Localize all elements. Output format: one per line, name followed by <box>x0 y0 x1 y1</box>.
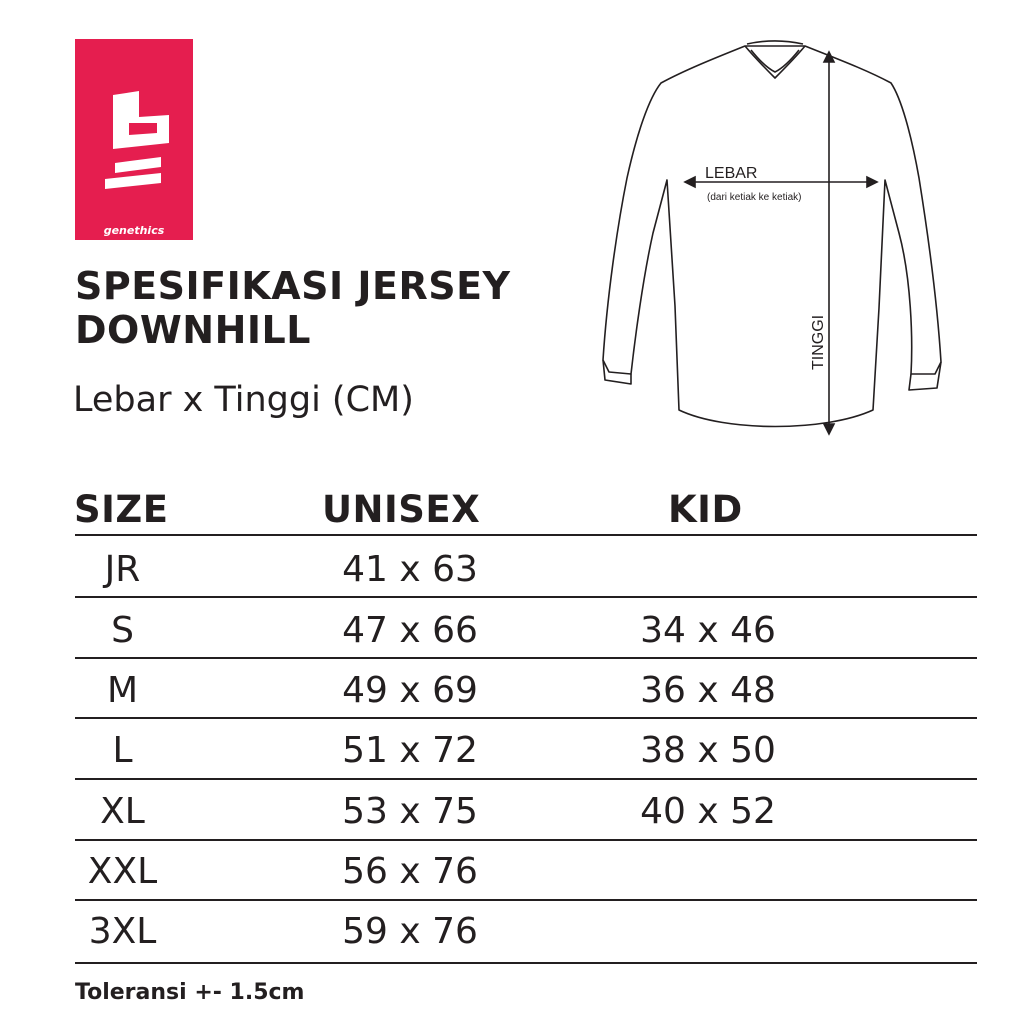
size-cell: 3XL <box>88 911 157 952</box>
tolerance-note: Toleransi +- 1.5cm <box>75 980 305 1005</box>
kid-cell <box>598 902 818 962</box>
jersey-diagram <box>595 38 955 448</box>
size-cell: JR <box>104 549 141 590</box>
table-row <box>0 902 1024 962</box>
kid-cell <box>598 540 818 600</box>
unisex-cell: 51 x 72 <box>342 730 478 771</box>
header-unisex: UNISEX <box>322 488 481 531</box>
brand-name: genethics <box>103 224 165 237</box>
kid-cell: 36 x 48 <box>640 670 776 711</box>
row-divider <box>75 778 977 780</box>
page-title: SPESIFIKASI JERSEY DOWNHILL <box>75 264 511 352</box>
unisex-cell: 53 x 75 <box>342 791 478 832</box>
kid-cell: 38 x 50 <box>640 730 776 771</box>
unisex-cell: 49 x 69 <box>342 670 478 711</box>
logo-mark-icon <box>75 39 193 240</box>
unisex-cell: 47 x 66 <box>342 610 478 651</box>
header-size: SIZE <box>74 488 169 531</box>
width-label: LEBAR <box>705 165 758 182</box>
row-divider <box>75 657 977 659</box>
header-kid: KID <box>668 488 743 531</box>
row-divider <box>75 899 977 901</box>
size-cell: S <box>111 610 134 651</box>
table-row <box>0 842 1024 902</box>
unisex-cell: 59 x 76 <box>342 911 478 952</box>
table-row <box>0 661 1024 721</box>
kid-cell: 40 x 52 <box>640 791 776 832</box>
row-divider <box>75 596 977 598</box>
kid-cell <box>598 842 818 902</box>
unisex-cell: 41 x 63 <box>342 549 478 590</box>
size-cell: XL <box>100 791 145 832</box>
table-row <box>0 540 1024 600</box>
row-divider <box>75 839 977 841</box>
height-label: TINGGI <box>810 314 827 370</box>
row-divider <box>75 962 977 964</box>
size-cell: XXL <box>87 851 158 892</box>
width-note: (dari ketiak ke ketiak) <box>707 192 802 203</box>
brand-logo <box>75 39 193 240</box>
measure-arrows-icon <box>685 52 877 434</box>
row-divider <box>75 717 977 719</box>
table-row <box>0 601 1024 661</box>
jersey-outline-icon <box>603 41 941 427</box>
header-divider <box>75 534 977 536</box>
size-cell: L <box>112 730 133 771</box>
table-row <box>0 782 1024 842</box>
page-subtitle: Lebar x Tinggi (CM) <box>73 380 414 420</box>
size-cell: M <box>106 670 139 711</box>
kid-cell: 34 x 46 <box>640 610 776 651</box>
unisex-cell: 56 x 76 <box>342 851 478 892</box>
table-row <box>0 721 1024 781</box>
